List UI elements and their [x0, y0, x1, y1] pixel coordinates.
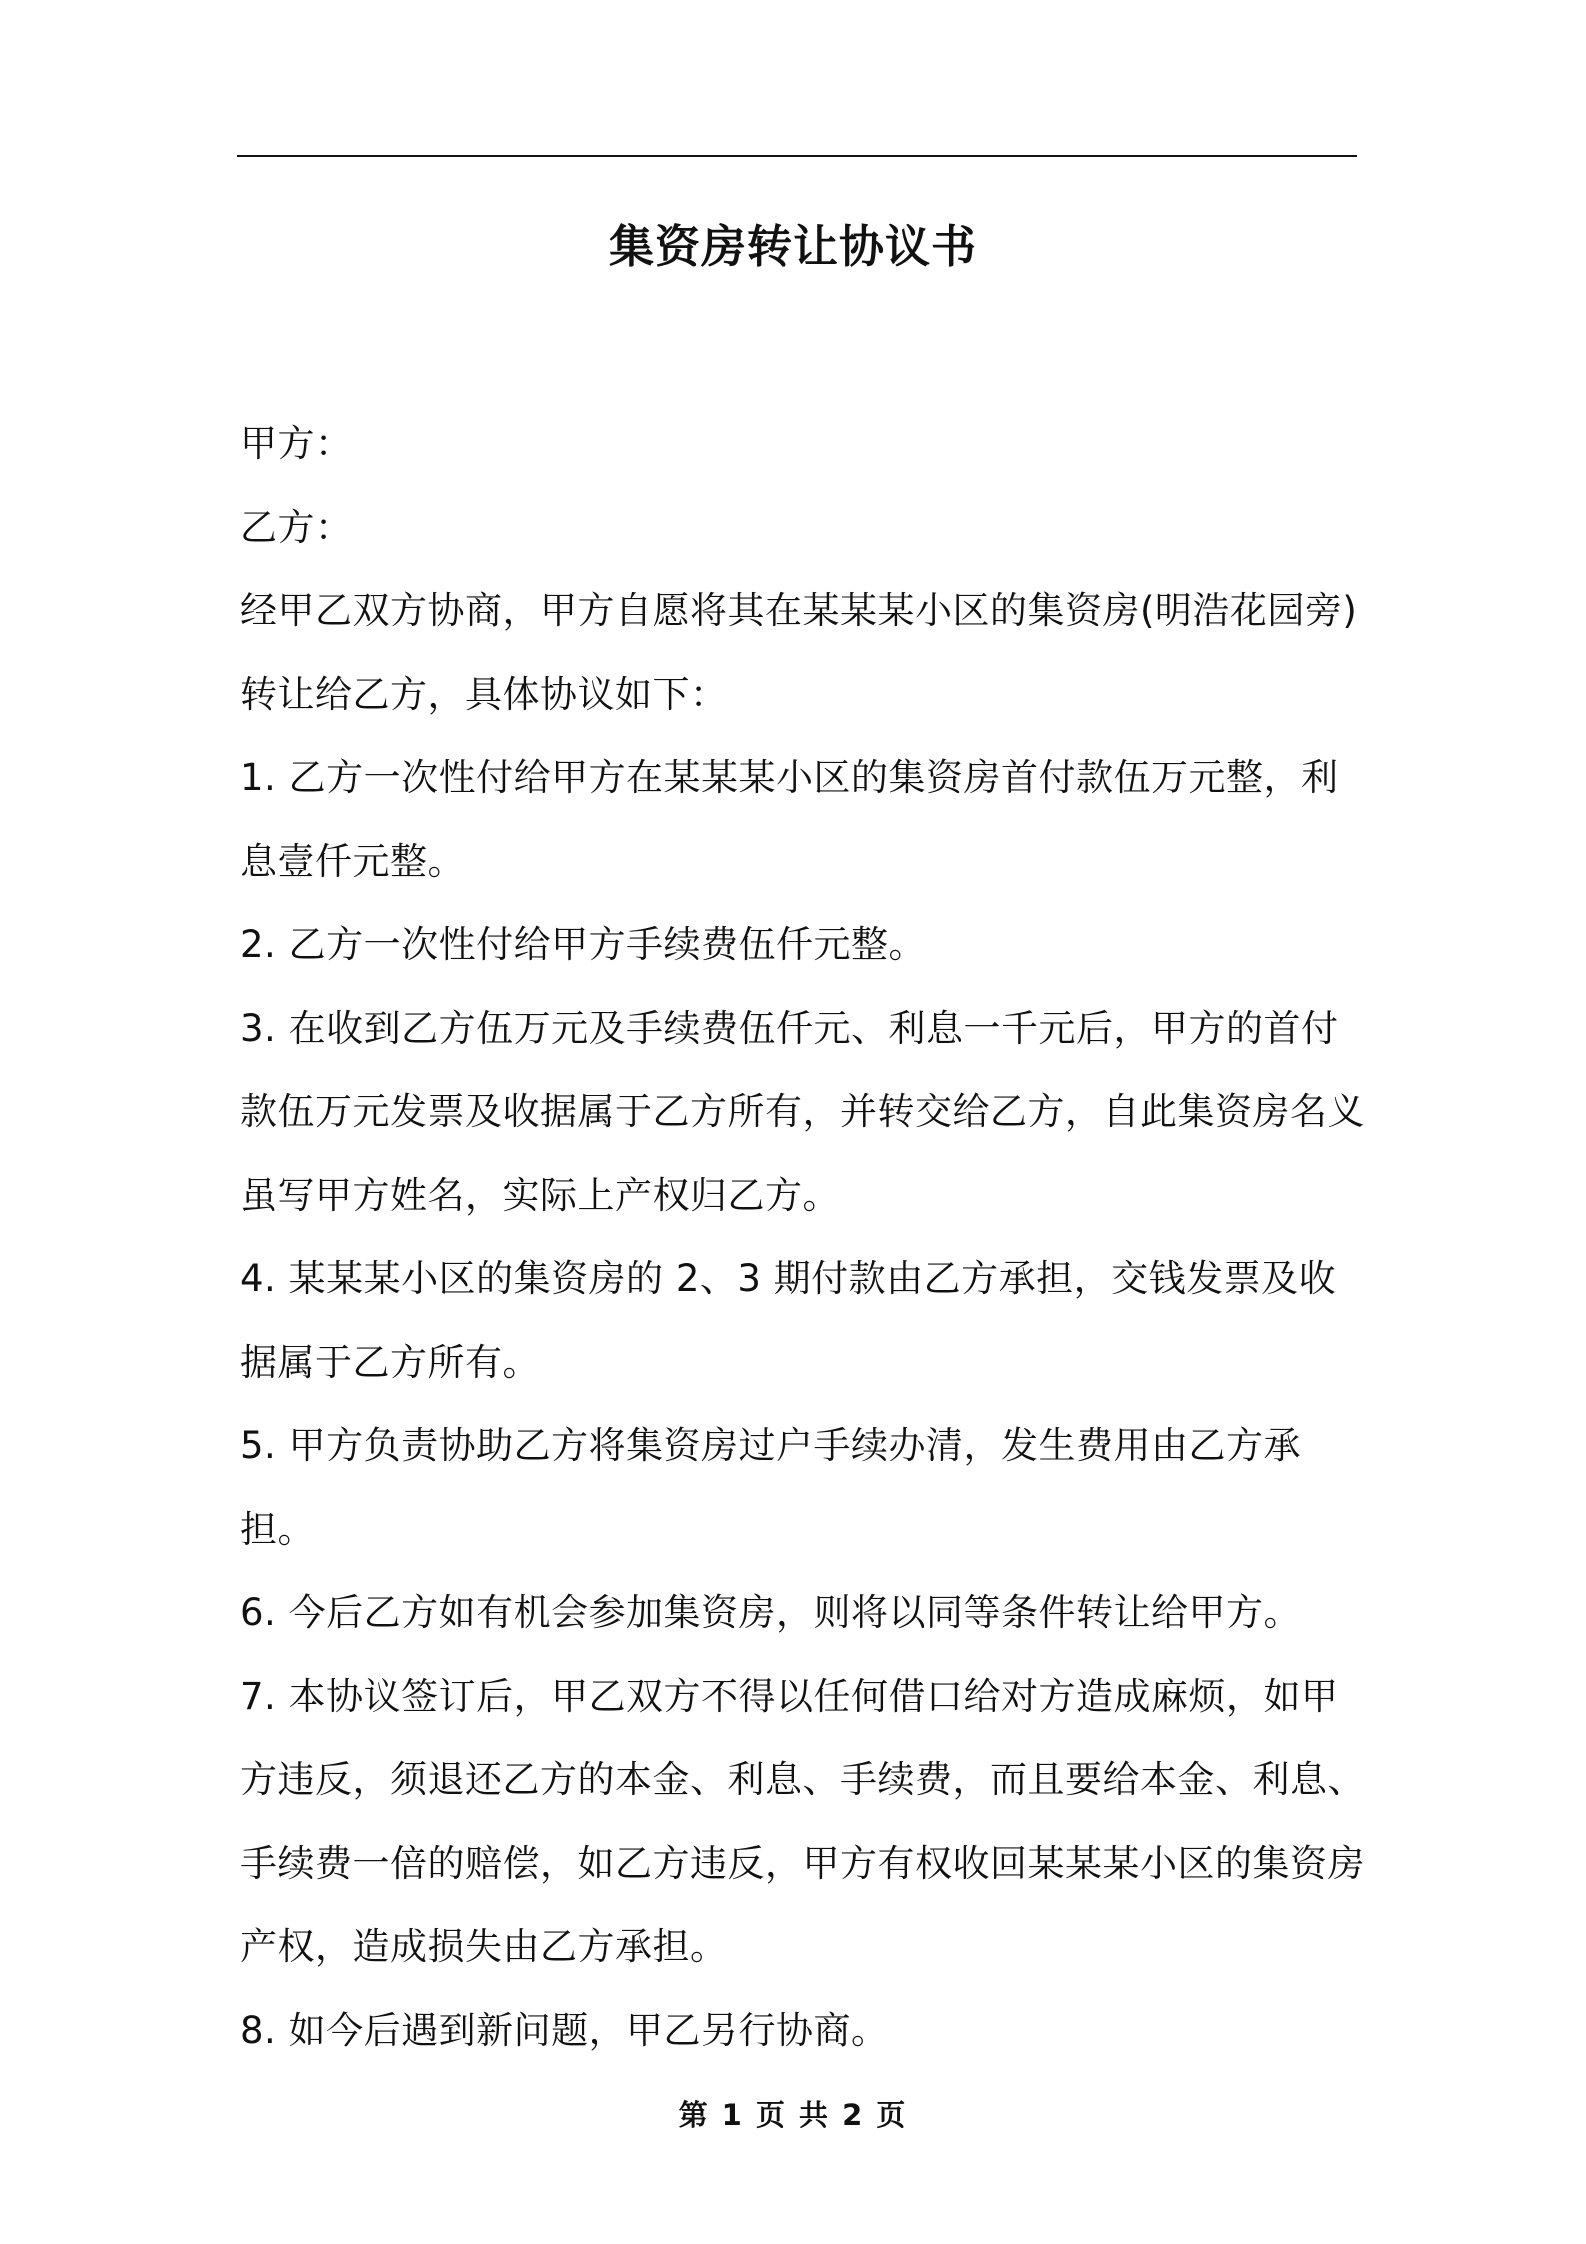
intro-paragraph: 经甲乙双方协商，甲方自愿将其在某某某小区的集资房(明浩花园旁)转让给乙方，具体协议如下：	[240, 589, 1358, 716]
clause-2: 2. 乙方一次性付给甲方手续费伍仟元整。	[240, 923, 927, 966]
party-a-line: 甲方：	[240, 422, 353, 465]
clause-5: 5. 甲方负责协助乙方将集资房过户手续办清，发生费用由乙方承担。	[240, 1424, 1302, 1551]
clause-4: 4. 某某某小区的集资房的 2、3 期付款由乙方承担，交钱发票及收据属于乙方所有。	[240, 1257, 1337, 1384]
clause-1: 1. 乙方一次性付给甲方在某某某小区的集资房首付款伍万元整，利息壹仟元整。	[240, 756, 1339, 883]
clause-6: 6. 今后乙方如有机会参加集资房，则将以同等条件转让给甲方。	[240, 1591, 1302, 1634]
clause-3: 3. 在收到乙方伍万元及手续费伍仟元、利息一千元后，甲方的首付款伍万元发票及收据属于乙方所有，并转交给乙方，自此集资房名义虽写甲方姓名，实际上产权归乙方。	[240, 1006, 1365, 1217]
party-b-line: 乙方：	[240, 505, 353, 549]
document-body	[240, 402, 1370, 2072]
clause-7: 7. 本协议签订后，甲乙双方不得以任何借口给对方造成麻烦，如甲方违反，须退还乙方的本金、利息、手续费，而且要给本金、利息、手续费一倍的赔偿，如乙方违反，甲方有权收回某某某小区的集资房产权，造成损失由乙方承担。	[240, 1674, 1365, 1968]
clause-8: 8. 如今后遇到新问题，甲乙另行协商。	[240, 2008, 889, 2052]
document-title: 集资房转让协议书	[608, 220, 977, 273]
page-number: 第 1 页 共 2 页	[678, 2098, 908, 2132]
header-rule	[237, 155, 1357, 157]
